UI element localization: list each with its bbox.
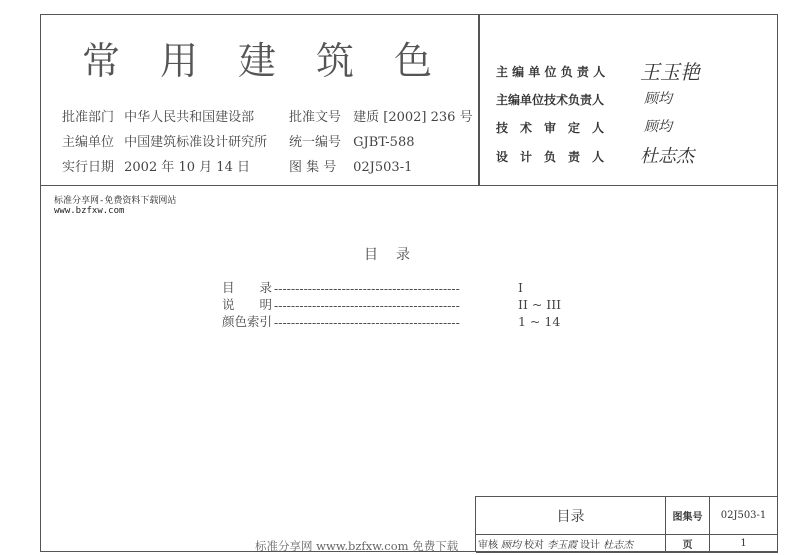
title-block-page-no: 1 bbox=[710, 535, 778, 553]
title-block bbox=[475, 496, 778, 552]
toc-title: 目录 bbox=[364, 247, 428, 263]
watermark-line: 标准分享网-免费资料下载网站 bbox=[54, 196, 177, 206]
meta-value: 2002 年 10 月 14 日 bbox=[124, 160, 250, 175]
toc-entry-page: 1 ~ 14 bbox=[518, 314, 561, 329]
watermark-url: www.bzfxw.com bbox=[54, 206, 125, 216]
toc-leader: -------------------------------------------- bbox=[274, 315, 460, 330]
meta-value: 中国建筑标准设计研究所 bbox=[124, 135, 268, 150]
toc-entry-label: 颜色索引 bbox=[222, 314, 273, 329]
toc-entry bbox=[222, 278, 523, 296]
meta-key: 批准部门 bbox=[62, 110, 115, 125]
responsible-role: 主编单位技术负责人 bbox=[496, 93, 605, 107]
meta-row-effective-date bbox=[62, 156, 250, 175]
toc-leader: -------------------------------------------- bbox=[274, 298, 460, 313]
meta-row-approval-dept bbox=[62, 106, 254, 125]
meta-row-atlas-no bbox=[289, 156, 412, 175]
review-signature: 顾均 bbox=[501, 540, 521, 551]
meta-key: 统一编号 bbox=[289, 135, 342, 150]
toc-entry bbox=[222, 312, 560, 330]
header-vertical-divider bbox=[479, 14, 480, 186]
footer-watermark: 标准分享网 www.bzfxw.com 免费下载 bbox=[255, 539, 459, 553]
header-divider bbox=[40, 185, 778, 186]
responsible-role: 技 术 审 定 人 bbox=[496, 121, 605, 135]
meta-key: 主编单位 bbox=[62, 135, 115, 150]
page-title: 常用建筑色 bbox=[82, 39, 473, 83]
title-block-name: 目录 bbox=[476, 497, 666, 535]
meta-key: 批准文号 bbox=[289, 110, 342, 125]
meta-row-unified-no bbox=[289, 131, 415, 150]
signature: 顾均 bbox=[644, 91, 672, 107]
meta-key: 实行日期 bbox=[62, 160, 115, 175]
design-label: 设计 bbox=[580, 540, 600, 551]
signature: 王玉艳 bbox=[640, 60, 700, 84]
signature: 杜志杰 bbox=[640, 146, 694, 167]
meta-value: 02J503-1 bbox=[353, 160, 413, 175]
toc-leader: -------------------------------------------- bbox=[274, 281, 460, 296]
check-signature: 李玉霞 bbox=[547, 540, 577, 551]
title-block-signatures bbox=[476, 535, 666, 553]
meta-value: 建质 [2002] 236 号 bbox=[353, 110, 473, 125]
design-signature: 杜志杰 bbox=[603, 540, 633, 551]
toc-entry-label: 说 明 bbox=[222, 297, 273, 312]
toc-entry-page: II ~ III bbox=[518, 297, 562, 312]
meta-key: 图 集 号 bbox=[289, 160, 337, 175]
toc-entry-page: I bbox=[518, 280, 523, 295]
signature: 顾均 bbox=[644, 119, 672, 135]
responsible-role: 主 编 单 位 负 责 人 bbox=[496, 65, 606, 79]
title-block-atlas-no: 02J503-1 bbox=[710, 497, 778, 535]
meta-value: GJBT-588 bbox=[353, 135, 415, 150]
check-label: 校对 bbox=[524, 540, 544, 551]
meta-value: 中华人民共和国建设部 bbox=[124, 110, 255, 125]
toc-entry-label: 目 录 bbox=[222, 280, 273, 295]
meta-row-editor-unit bbox=[62, 131, 267, 150]
toc-entry bbox=[222, 295, 561, 313]
review-label: 审核 bbox=[478, 540, 498, 551]
header-vertical-divider-inner bbox=[478, 14, 479, 186]
responsible-role: 设 计 负 责 人 bbox=[496, 150, 605, 164]
title-block-page-label: 页 bbox=[666, 535, 710, 553]
title-block-atlas-label: 图集号 bbox=[666, 497, 710, 535]
meta-row-approval-no bbox=[289, 106, 473, 125]
